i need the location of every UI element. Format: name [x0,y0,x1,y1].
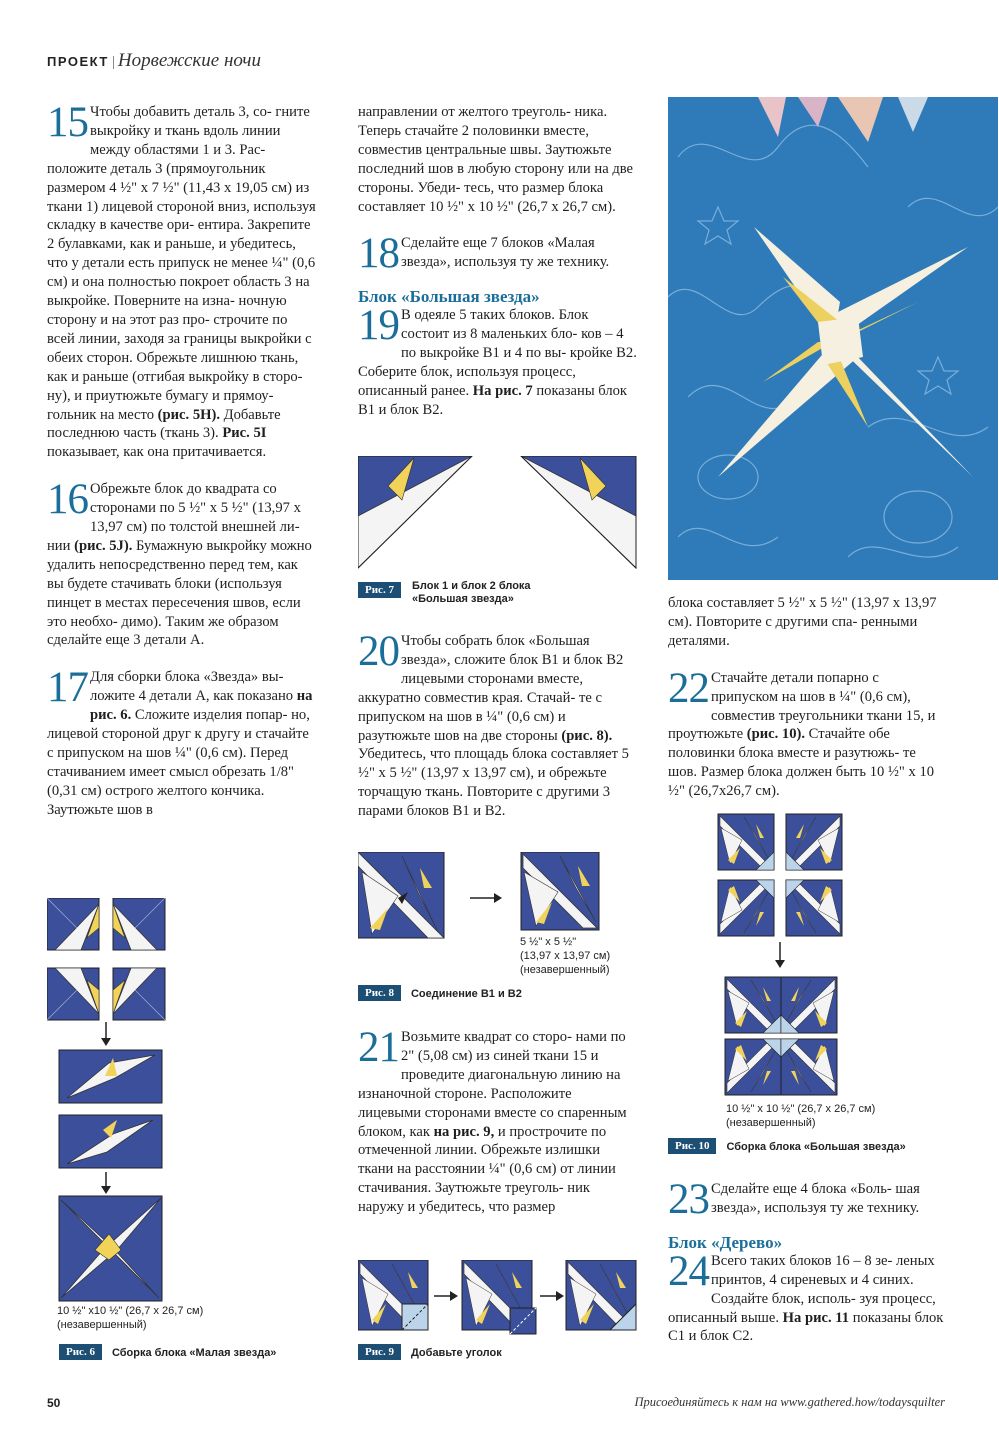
figure-badge: Рис. 7 [358,582,401,598]
figure-ref: (рис. 10). [746,726,806,743]
section-label: ПРОЕКТ [47,54,109,69]
figure-ref: на рис. 6. [90,688,313,724]
step-body: Обрежьте блок до квадрата со сторонами по 5 ½" x 5 ½" (13,97 х 13,97 см) по толстой внешней ли- нии [47,481,301,554]
size-text: 10 ½" x 10 ½" (26,7 x 26,7 см) [726,1103,876,1115]
step-body: Добавьте последнюю часть (ткань 3). [47,406,281,442]
figure-label: Добавьте уголок [410,1347,502,1359]
step-number: 19 [358,302,399,350]
fig10-caption [668,1137,906,1155]
step-23 [668,1176,948,1223]
page-number: 50 [47,1396,61,1410]
step-number: 18 [358,230,399,278]
figure-ref: На рис. 7 [472,382,533,399]
step-number: 20 [358,628,399,675]
fig6-caption [59,1343,276,1361]
step-body: Всего таких блоков 16 – 8 зе- леных принтов, 4 сиреневых и 4 синих. Создайте блок, исполь- зуя процесс, описанный выше. [668,1252,936,1326]
step-body: Убедитесь, что площадь блока составляет 5 ½" x 5 ½" (13,97 х 13,97 см), и обрежьте торчащую ткань. Повторите с другими 3 парами блоков B1 и B2. [358,746,629,820]
size-note: (незавершенный) [57,1319,147,1331]
page-header [47,50,261,73]
step-text [668,664,948,801]
step-body: Чтобы собрать блок «Большая звезда», сложите блок B1 и блок B2 лицевыми сторонами вместе, аккуратно совместив края. Стачай- те с припуском на шов в ¼" (0,6 см) и разутюжьте шов на две стороны [358,633,624,744]
step-20 [358,628,638,821]
step-body: Стачайте обе половинки блока вместе и разутюжь- те шов. Размер блока должен быть 10 ½" x 10 ½" (26,7x26,7 см). [668,726,935,800]
step-body: Для сборки блока «Звезда» вы- ложите 4 детали А, как показано [90,669,294,705]
figure-ref: На рис. 11 [782,1309,850,1326]
step-body: Бумажную выкройку можно удалить непосредственно перед тем, как вы будете стачивать блоки (используя пинцет в местах пересечения швов, если это необхо- димо). Таким же образом сделайте еще 3 детали А. [47,537,312,649]
figure-label: Блок 1 и блок 2 блока «Большая звезда» [412,580,531,605]
header-separator: | [111,54,115,70]
figure-10-diagram [716,812,856,1102]
step-body: Стачайте детали попарно с припуском на шов в ¼" (0,6 см), совместив треугольники ткани 15, и проутюжьте [668,669,936,743]
figure-8-diagram [358,852,638,944]
column-2-lower [358,628,638,821]
fig6-size [57,1304,203,1332]
step-15 [47,99,317,462]
step-number: 16 [47,476,88,524]
page-title: Норвежские ночи [117,50,261,71]
figure-ref: (рис. 5H). [157,406,220,423]
step-body: Чтобы добавить деталь 3, со- гните выкройку и ткань вдоль линии между областями 1 и 3. Рас- положите деталь 3 (прямоугольник размером 4 ½" x 7 ½" (11,43 х 19,05 см) из ткани 1) лицевой стороной вниз, используя складку в качестве ори- ентира. Закрепите 2 булавками, как и раньше, и убедитесь, что у детали есть припуск не менее ¼" (0,6 см) и она полностью покроет область 3 на выкройке. Поверните на изна- ночную сторону и на этот раз про- строчите по всей линии, заходя за границы выкройки с обеих сторон. Обрежьте лишнюю ткань, как и раньше (отгибая выкройку в сторо- ну), и приутюжьте бумагу и прямоу- гольник на место [47,104,316,423]
step-text [358,1024,638,1217]
step-body: показаны блок B1 и блок B2. [358,382,628,418]
figure-badge: Рис. 8 [358,985,401,1001]
size-note: (незавершенный) [726,1117,816,1129]
quilt-photo [668,97,998,580]
step-number: 15 [47,99,88,146]
fig8-size [520,935,610,977]
figure-badge: Рис. 10 [668,1138,716,1154]
step-text: Сделайте еще 7 блоков «Малая звезда», используя ту же технику. [401,235,610,271]
column-3-bottom [668,1176,948,1346]
column-1 [47,99,317,820]
step-21-continued: блока составляет 5 ½" x 5 ½" (13,97 х 13,97 см). Повторите с другими спа- ренными деталями. [668,595,937,649]
step-number: 21 [358,1024,399,1071]
step-24 [668,1247,948,1347]
fig9-caption [358,1343,502,1361]
step-body: показывает, как она притачивается. [47,444,267,461]
step-22 [668,664,948,801]
figure-ref: (рис. 8). [561,727,613,744]
step-number: 23 [668,1176,709,1223]
step-number: 22 [668,664,709,712]
step-body: Возьмите квадрат со сторо- нами по 2" (5,08 см) из синей ткани 15 и проведите диагональную линию на изнаночной стороне. Расположите лицевыми сторонами вместе со спаренным блоком, как [358,1029,627,1140]
step-text [47,99,317,462]
footer-link-text: Присоединяйтесь к нам на www.gathered.how/todaysquilter [634,1395,945,1409]
column-3 [668,594,948,801]
fig8-caption [358,984,522,1002]
size-text: 5 ½" x 5 ½" [520,936,577,948]
column-2 [358,103,638,420]
figure-6-diagram [47,898,177,1303]
fig10-size [726,1102,875,1130]
figure-badge: Рис. 9 [358,1344,401,1360]
step-body: и прострочите по отмеченной линии. Обрежьте излишки ткани на расстоянии ¼" (0,6 см) от линии стачивания. Заутюжьте треуголь- ник наружу и убедитесь, что размер [358,1123,616,1216]
step-number: 24 [668,1247,709,1295]
figure-badge: Рис. 6 [59,1344,102,1360]
step-text [358,628,638,821]
figure-9-diagram [358,1260,638,1336]
step-16 [47,476,317,650]
step-body: показаны блок C1 и блок C2. [668,1309,944,1345]
size-text: 10 ½" x10 ½" (26,7 x 26,7 см) [57,1305,204,1317]
fig7-caption [358,580,638,606]
step-text [668,1247,948,1347]
step-18 [358,230,638,278]
subhead-big-star: Блок «Большая звезда» [358,287,540,307]
step-17-continued: направлении от желтого треуголь- ника. Теперь стачайте 2 половинки вместе, совместив центральные швы. Заутюжьте последний шов в любую сторону или на две стороны. Убеди- тесь, что размер блока составляет 10 ½" х 10 ½" (26,7 х 26,7 см). [358,104,634,215]
figure-ref: (рис. 5J). [74,537,133,554]
column-2-bottom [358,1024,638,1217]
step-text [358,302,638,419]
figure-label: Сборка блока «Большая звезда» [726,1141,906,1153]
figure-label: Сборка блока «Малая звезда» [111,1347,277,1359]
figure-7-diagram [358,456,638,571]
figure-ref: Рис. 5I [222,425,267,442]
figure-label: Соединение B1 и B2 [410,988,522,1000]
figure-ref: на рис. 9, [433,1123,495,1140]
step-17 [47,664,317,819]
step-body: В одеяле 5 таких блоков. Блок состоит из 8 маленьких бло- ков – 4 по выкройке B1 и 4 по вы- кройке B2. Соберите блок, используя процесс, описанный ранее. [358,307,637,399]
step-body: Сложите изделия попар- но, лицевой стороной друг к другу и стачайте с припуском на шов ¼" (0,6 см). Перед стачиванием имеет смысл обрезать 1/8" (0,31 см) острого желтого кончика. Заутюжьте шов в [47,707,310,818]
step-text: Сделайте еще 4 блока «Боль- шая звезда», используя ту же технику. [711,1181,920,1216]
size-text: (13,97 x 13,97 см) [520,950,611,962]
step-21 [358,1024,638,1217]
step-19 [358,302,638,419]
size-note: (незавершенный) [520,964,610,976]
subhead-tree: Блок «Дерево» [668,1232,783,1252]
step-number: 17 [47,664,88,712]
